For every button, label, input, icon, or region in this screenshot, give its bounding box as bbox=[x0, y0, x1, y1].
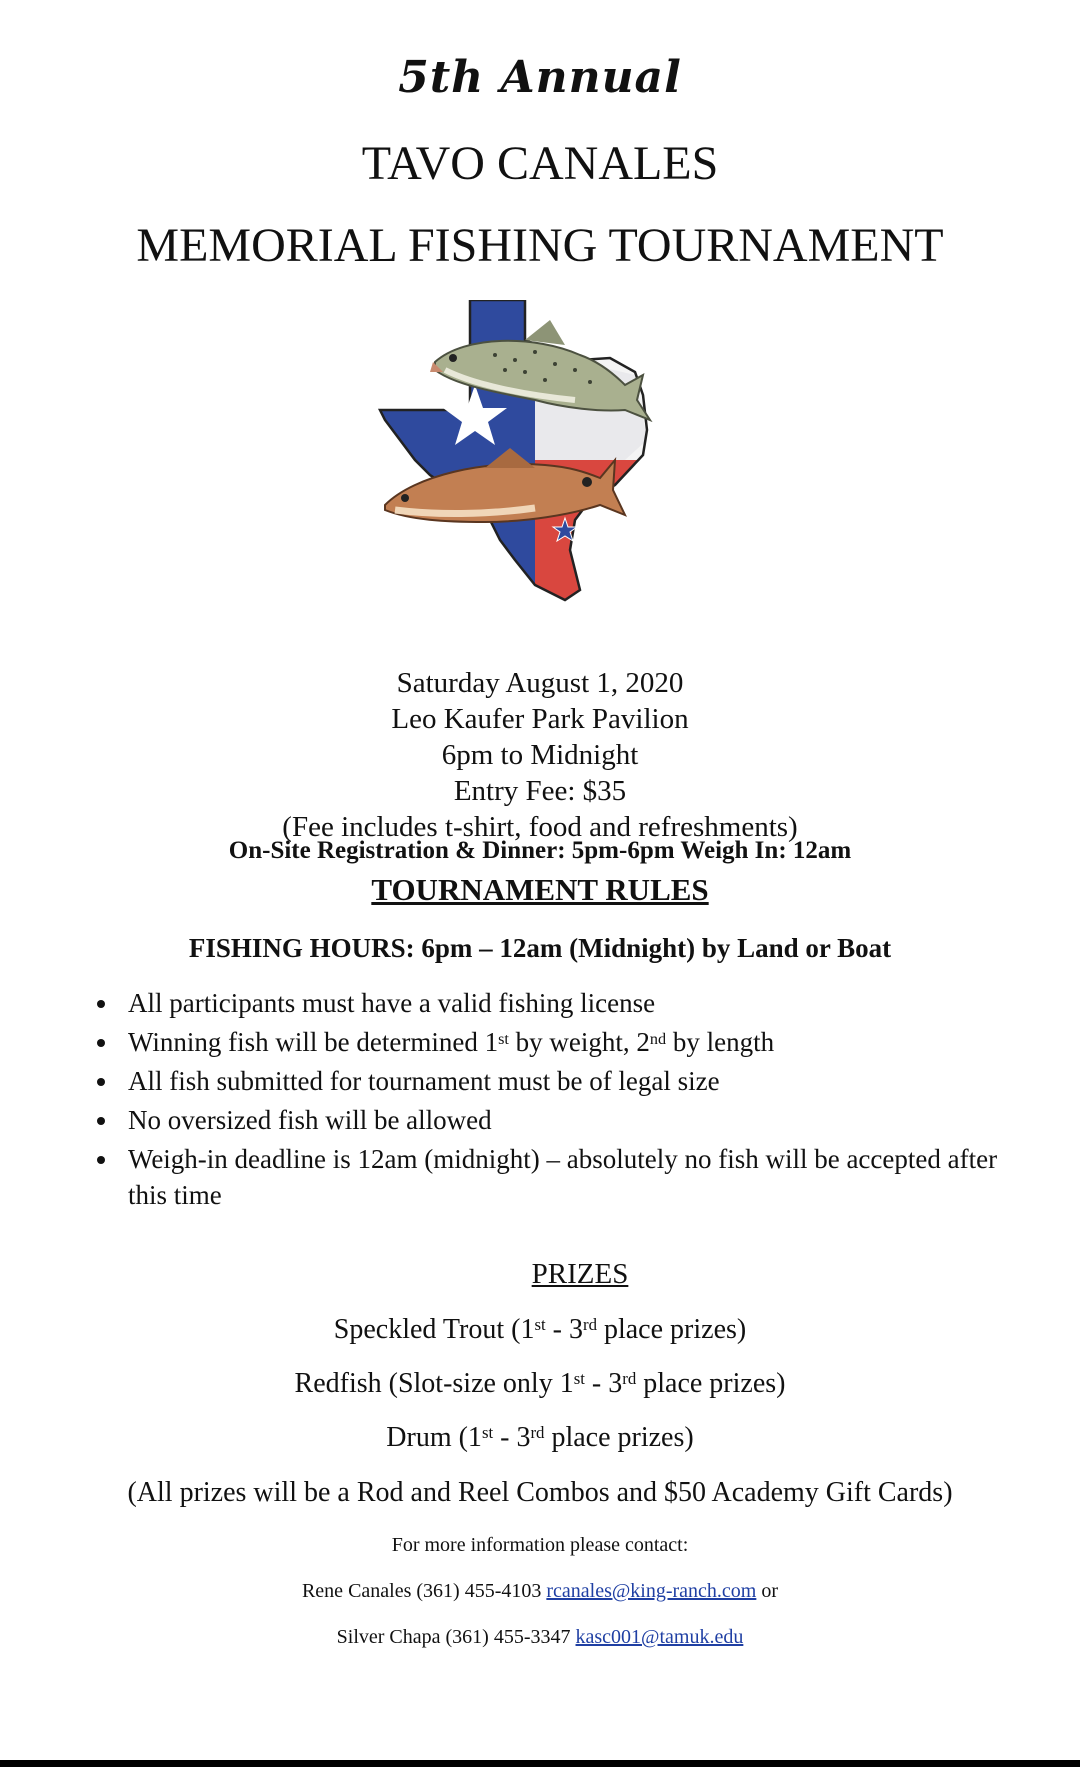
registration-info: On-Site Registration & Dinner: 5pm-6pm Weigh In: 12am bbox=[228, 837, 852, 864]
prize-note: (All prizes will be a Rod and Reel Combos and $50 Academy Gift Cards) bbox=[127, 1477, 953, 1508]
list-item: Weigh-in deadline is 12am (midnight) – absolutely no fish will be accepted after this time bbox=[92, 1141, 1012, 1213]
prizes-heading: PRIZES bbox=[531, 1258, 629, 1290]
prize-trout: Speckled Trout (1st - 3rd place prizes) bbox=[333, 1314, 747, 1345]
contact-silver: Silver Chapa (361) 455-3347 kasc001@tamuk.edu bbox=[336, 1626, 744, 1648]
prize-drum: Drum (1st - 3rd place prizes) bbox=[386, 1422, 694, 1453]
entry-fee: Entry Fee: $35 bbox=[453, 775, 627, 807]
annual-label: 5th Annual bbox=[398, 52, 682, 103]
rules-list bbox=[92, 985, 1012, 1216]
email-link-rene[interactable]: rcanales@king-ranch.com bbox=[546, 1580, 757, 1602]
prize-redfish: Redfish (Slot-size only 1st - 3rd place prizes) bbox=[294, 1368, 786, 1399]
rules-heading: TOURNAMENT RULES bbox=[371, 872, 709, 907]
list-item: Winning fish will be determined 1st by weight, 2nd by length bbox=[92, 1024, 1012, 1060]
texas-fish-logo bbox=[375, 300, 705, 610]
contact-intro: For more information please contact: bbox=[391, 1534, 689, 1556]
fee-note: (Fee includes t-shirt, food and refreshments) bbox=[282, 811, 798, 843]
email-link-silver[interactable]: kasc001@tamuk.edu bbox=[575, 1626, 744, 1648]
honoree-name: TAVO CANALES bbox=[361, 137, 719, 190]
event-time: 6pm to Midnight bbox=[441, 739, 639, 771]
bottom-border bbox=[0, 1760, 1080, 1767]
list-item: No oversized fish will be allowed bbox=[92, 1102, 1012, 1138]
list-item: All participants must have a valid fishing license bbox=[92, 985, 1012, 1021]
event-date: Saturday August 1, 2020 bbox=[396, 667, 684, 699]
fishing-hours: FISHING HOURS: 6pm – 12am (Midnight) by Land or Boat bbox=[188, 933, 892, 963]
contact-rene: Rene Canales (361) 455-4103 rcanales@king-ranch.com or bbox=[301, 1580, 779, 1602]
list-item: All fish submitted for tournament must be of legal size bbox=[92, 1063, 1012, 1099]
event-location: Leo Kaufer Park Pavilion bbox=[391, 703, 689, 735]
event-title: MEMORIAL FISHING TOURNAMENT bbox=[136, 219, 944, 272]
